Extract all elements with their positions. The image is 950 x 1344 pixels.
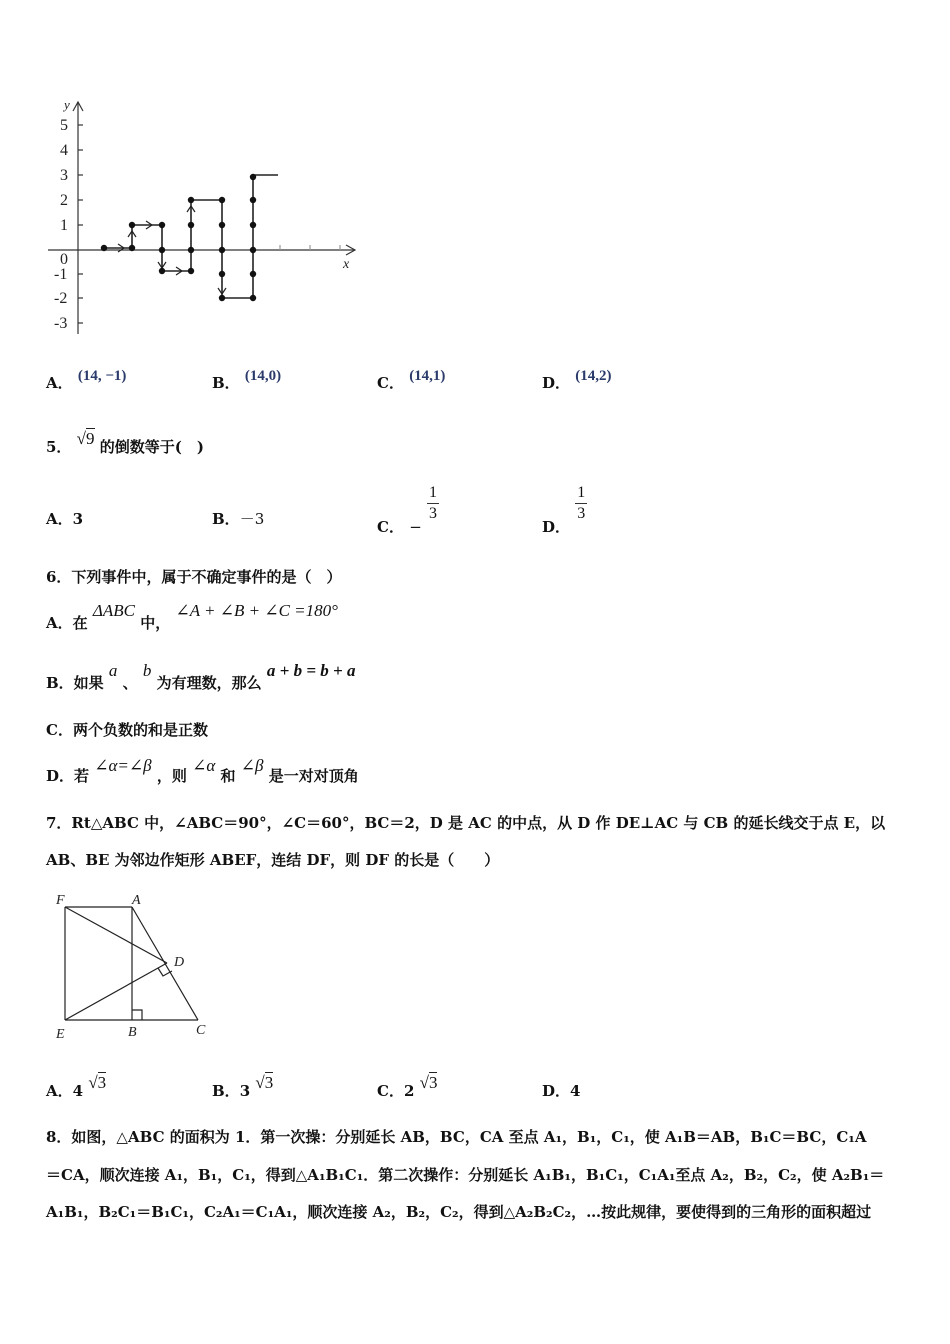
commutative-expression: a + b = b + a [266,661,356,680]
q4-option-c[interactable] [377,368,446,393]
option-value: (14,0) [244,368,282,384]
option-letter: C． [377,517,404,536]
coefficient: 2 [403,1082,415,1100]
q5-stem [46,429,204,457]
option-letter: D． [542,1082,571,1100]
q5-option-d[interactable] [542,484,587,536]
y-tick-label: 2 [60,192,68,209]
q7-option-c[interactable] [377,1073,438,1101]
option-letter: A． [46,1082,73,1100]
option-value: (14,1) [409,368,446,384]
question-number: 5． [46,438,72,456]
graph-points [101,174,256,301]
rectangle-triangle-figure [50,890,220,1045]
option-text: 中， [140,614,171,632]
fraction [575,484,587,523]
y-tick-label: 3 [60,167,68,184]
option-value: －3 [239,510,265,528]
coordinate-graph [40,92,370,342]
coefficient: 3 [239,1082,251,1100]
angle-sum-expression: ∠A + ∠B + ∠C =180° [175,601,338,620]
q7-stem-line1: 7．Rt△ABC 中，∠ABC＝90°，∠C＝60°，BC＝2，D 是 AC 的中点，从 D 作 DE⊥AC 与 CB 的延长线交于点 E，以 [46,814,886,832]
origin-label: 0 [60,251,68,268]
option-letter: B． [212,374,240,392]
coefficient: 4 [72,1082,84,1100]
y-tick-label: 5 [60,117,68,134]
q8-stem-line3: A₁B₁，B₂C₁＝B₁C₁，C₂A₁＝C₁A₁，顺次连接 A₂，B₂，C₂，得到△A₂B₂C₂，…按此规律，要使得到的三角形的面积超过 [46,1203,872,1221]
variable-a: a [108,661,118,680]
radicand: 9 [86,429,95,448]
q6-stem: 6．下列事件中，属于不确定事件的是（ ） [46,568,342,586]
label-e: E [56,1027,65,1042]
label-b: B [128,1025,137,1040]
sqrt-expression: √3 [419,1073,438,1092]
radicand: 3 [97,1073,107,1092]
option-text: ，则 [156,767,187,785]
option-letter: D． [542,374,571,392]
option-value: 4 [570,1082,581,1100]
q5-option-b[interactable] [212,508,264,529]
y-tick-label: 1 [60,217,68,234]
q7-stem-line2: AB、BE 为邻边作矩形 ABEF，连结 DF，则 DF 的长是（ ） [46,851,500,869]
sqrt-expression: √3 [88,1073,107,1092]
angle-equality: ∠α=∠β [94,756,152,775]
q6-option-c[interactable]: C．两个负数的和是正数 [46,721,208,739]
denominator: 3 [577,505,586,522]
numerator: 1 [429,484,437,501]
option-text: 是一对对顶角 [268,767,359,785]
q4-option-b[interactable] [212,368,282,393]
fraction [427,484,439,523]
numerator: 1 [577,484,586,501]
variable-b: b [142,661,152,680]
option-letter: B． [212,1082,240,1100]
label-f: F [56,893,65,908]
triangle-symbol: ΔABC [92,601,135,620]
option-letter: B． [212,510,240,528]
option-letter: A． [46,510,73,528]
q5-option-c[interactable] [377,484,439,536]
option-text: 为有理数，那么 [156,674,262,692]
option-value: (14, −1) [77,368,127,384]
option-letter: A． [46,374,73,392]
q6-option-a[interactable] [46,601,338,633]
option-sign: − [409,517,422,536]
x-axis-label: x [343,257,350,272]
q7-option-b[interactable] [212,1073,274,1101]
radicand: 3 [264,1073,274,1092]
y-tick-label: -1 [54,266,68,283]
label-a: A [132,893,141,908]
question-text: 的倒数等于( ) [99,438,204,456]
q4-option-a[interactable] [46,368,127,393]
label-d: D [174,955,185,970]
q6-option-d[interactable] [46,756,359,786]
option-text: D．若 [46,767,90,785]
q8-stem-line2: ＝CA，顺次连接 A₁，B₁，C₁，得到△A₁B₁C₁．第二次操作：分别延长 A₁B₁，B₁C₁，C₁A₁至点 A₂，B₂，C₂，使 A₂B₁＝ [46,1166,885,1184]
sqrt-expression: √3 [255,1073,274,1092]
q4-option-d[interactable] [542,368,612,393]
option-text: B．如果 [46,674,104,692]
angle-alpha: ∠α [192,756,216,775]
option-value: 3 [72,510,84,528]
option-letter: D． [542,517,571,536]
label-c: C [196,1023,206,1038]
q8-stem-line1: 8．如图，△ABC 的面积为 1．第一次操：分别延长 AB，BC，CA 至点 A₁，B₁，C₁，使 A₁B＝AB，B₁C＝BC，C₁A [46,1128,867,1146]
angle-beta: ∠β [240,756,264,775]
q7-option-d[interactable] [542,1080,580,1101]
option-value: (14,2) [575,368,612,384]
option-text: A．在 [46,614,88,632]
q7-option-a[interactable] [46,1073,107,1101]
y-tick-label: -2 [54,290,68,307]
q5-option-a[interactable] [46,508,83,529]
y-tick-label: -3 [54,315,68,332]
option-letter: C． [377,374,404,392]
radicand: 3 [428,1073,438,1092]
option-text: 、 [122,674,138,692]
sqrt-expression: √9 [76,429,95,448]
y-tick-label: 4 [60,142,68,159]
y-axis-label: y [64,97,70,112]
denominator: 3 [429,505,437,522]
q6-option-b[interactable] [46,661,356,693]
option-text: 和 [220,767,236,785]
option-letter: C． [377,1082,404,1100]
